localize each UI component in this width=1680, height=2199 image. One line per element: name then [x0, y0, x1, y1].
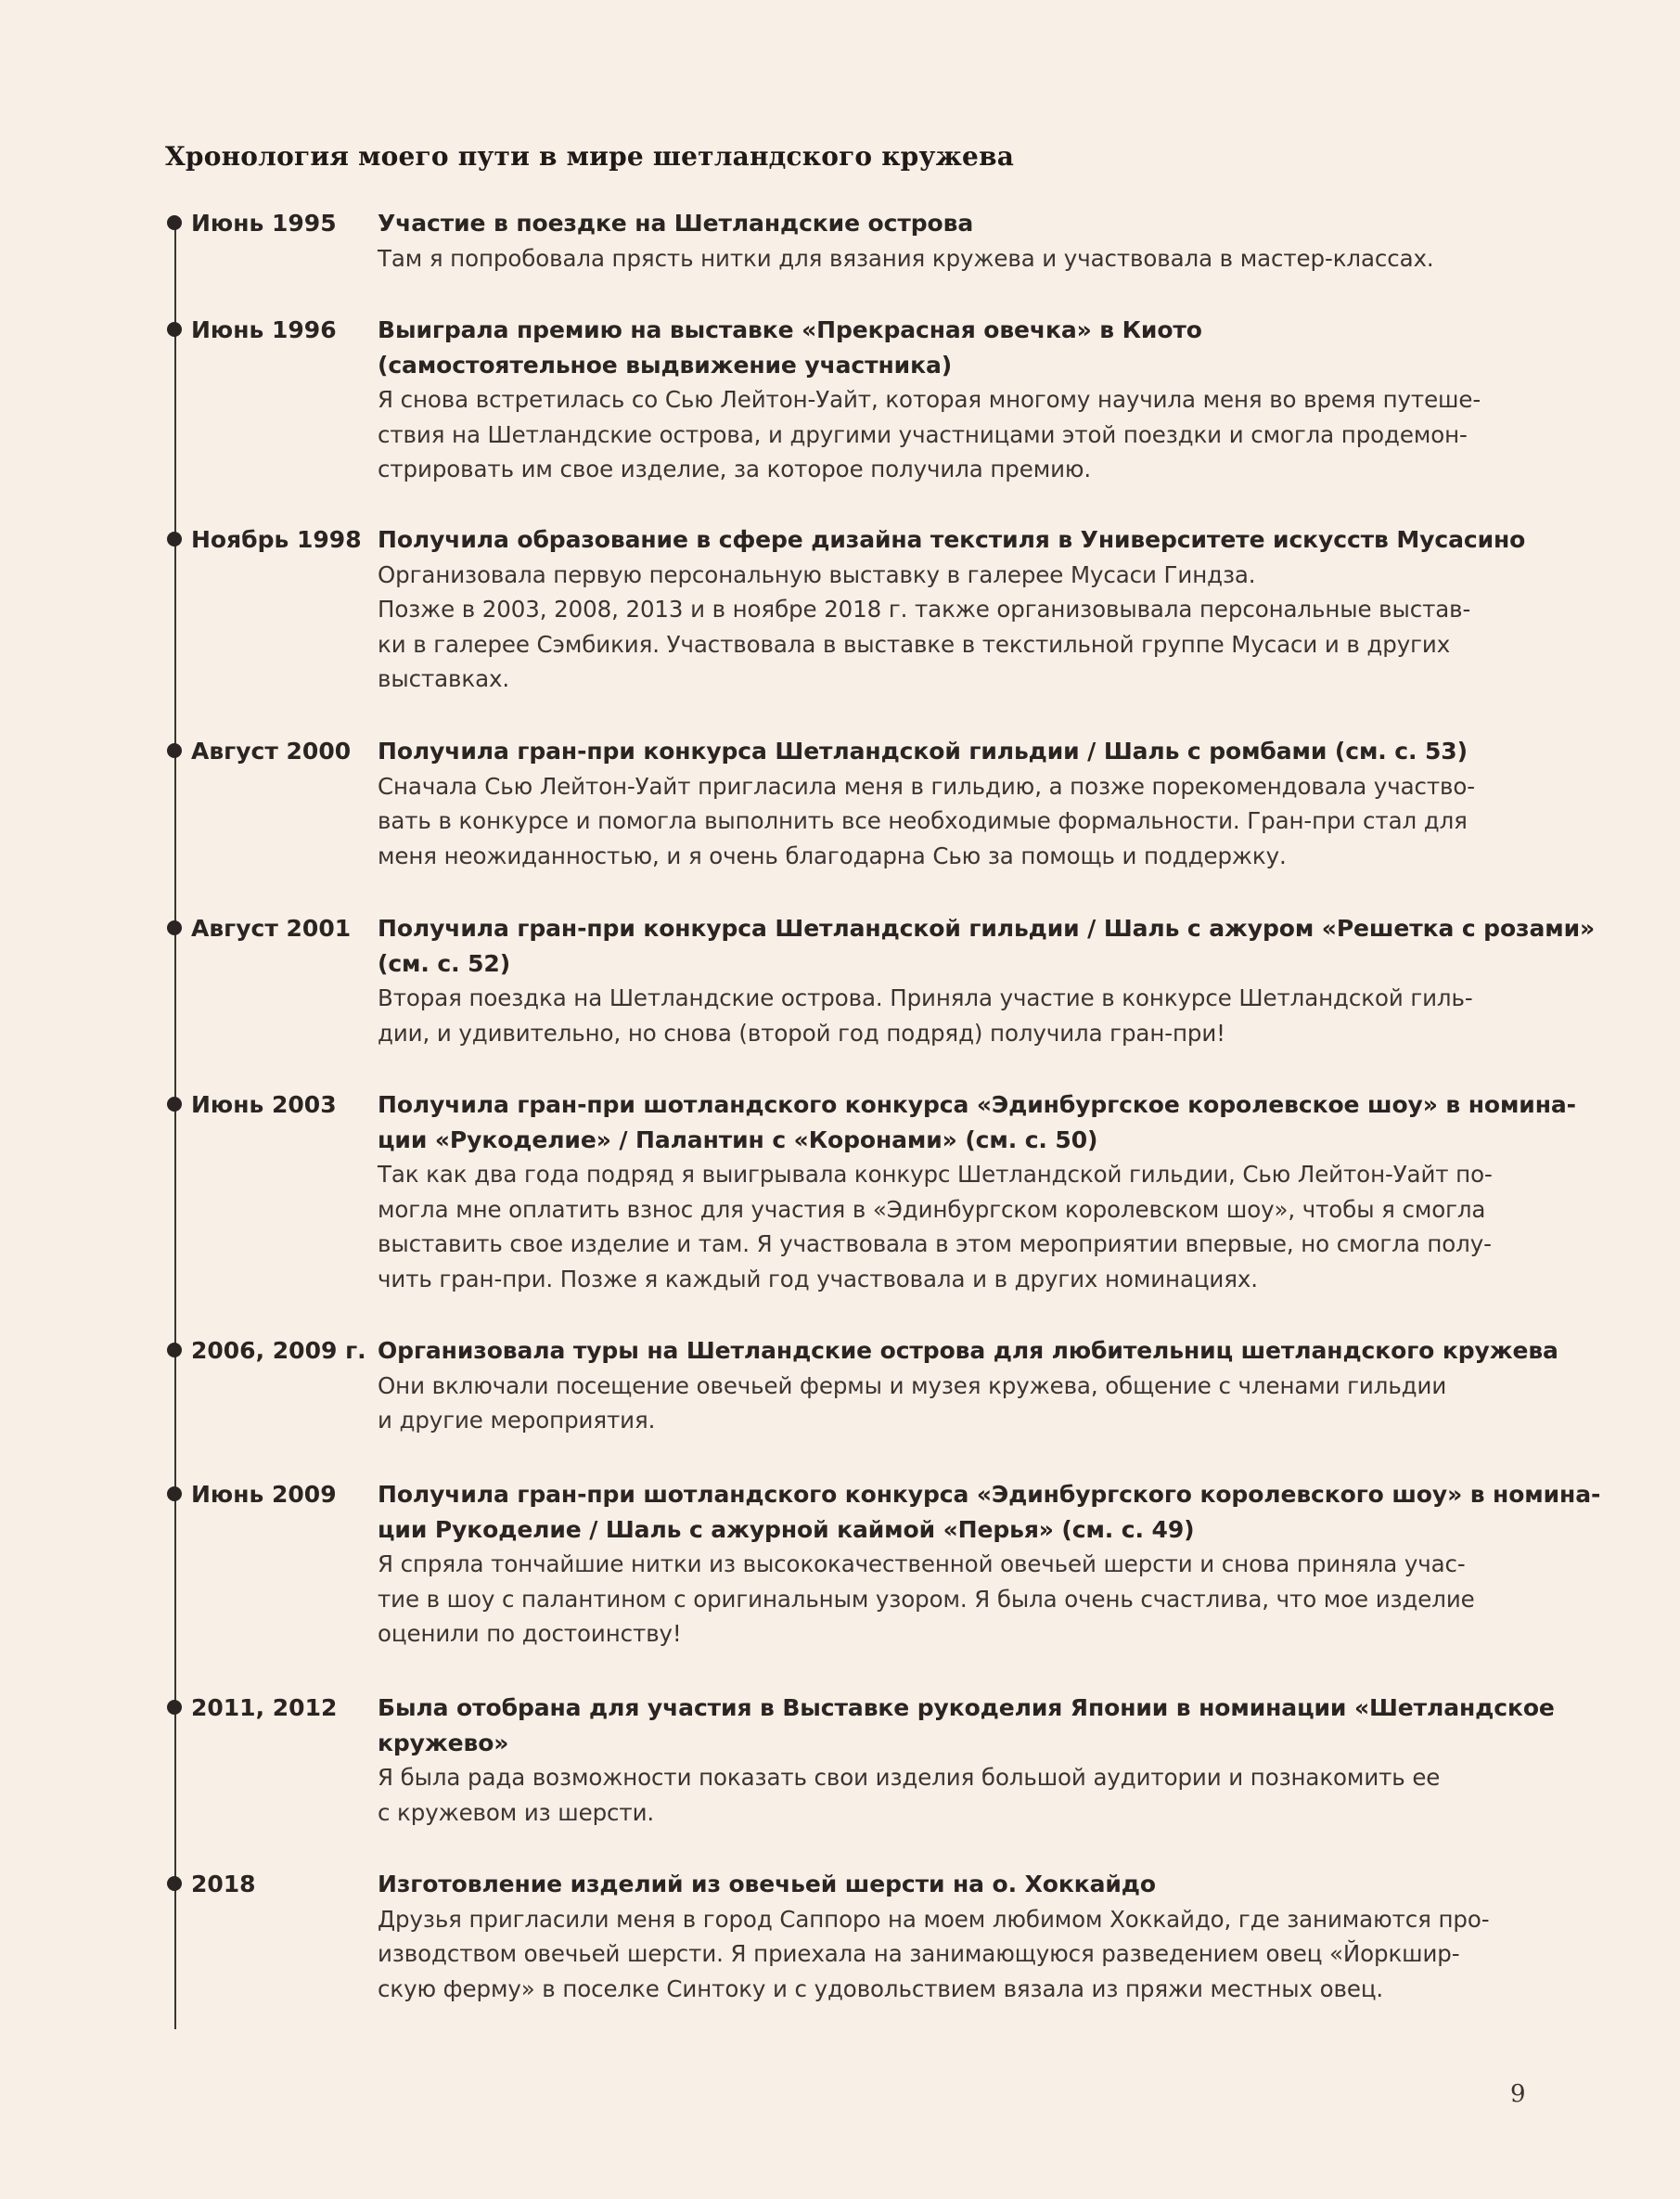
body-line: стрировать им свое изделие, за которое получила премию.	[378, 456, 1092, 482]
entry-date: 2018	[191, 1871, 256, 1897]
body-line: ки в галерее Сэмбикия. Участвовала в выставке в текстильной группе Мусаси и в других	[378, 630, 1451, 658]
entry-content	[378, 206, 1528, 276]
entry-body	[378, 1369, 1528, 1438]
heading-line: Получила гран-при конкурса Шетландской гильдии / Шаль с ромбами (см. с. 53)	[378, 738, 1468, 765]
entry-body	[378, 769, 1528, 874]
body-line: дии, и удивительно, но снова (второй год подряд) получила гран-при!	[378, 1019, 1225, 1047]
entry-date: Ноябрь 1998	[191, 526, 362, 553]
entry-heading	[378, 1087, 1576, 1157]
page-number: 9	[1510, 2080, 1526, 2108]
entry-body	[378, 1157, 1528, 1296]
body-line: изводством овечьей шерсти. Я приехала на занимающуюся разведением овец «Йоркшир-	[378, 1940, 1460, 1967]
entry-content	[378, 911, 1596, 1050]
entry-date: Июнь 1995	[191, 210, 337, 237]
entry-heading	[378, 313, 1528, 382]
heading-line: ции Рукоделие / Шаль с ажурной каймой «Перья» (см. с. 49)	[378, 1515, 1195, 1543]
entry-body	[378, 1547, 1528, 1652]
body-line: чить гран-при. Позже я каждый год участвовала и в других номинациях.	[378, 1265, 1258, 1292]
body-line: Я спряла тончайшие нитки из высококачественной овечьей шерсти и снова приняла учас-	[378, 1550, 1466, 1577]
body-line: меня неожиданностью, и я очень благодарна Сью за помощь и поддержку.	[378, 842, 1287, 869]
body-line: Организовала первую персональную выставку в галерее Мусаси Гиндза.	[378, 560, 1256, 588]
entry-body	[378, 382, 1528, 487]
heading-line: (самостоятельное выдвижение участника)	[378, 351, 953, 379]
body-line: Позже в 2003, 2008, 2013 и в ноябре 2018 г. также организовывала персональные выстав-	[378, 596, 1471, 623]
body-line: могла мне оплатить взнос для участия в «Эдинбургском королевском шоу», чтобы я смогла	[378, 1195, 1486, 1223]
entry-content	[378, 1333, 1558, 1438]
entry-date: Август 2001	[191, 915, 352, 942]
entry-date: Июнь 2009	[191, 1481, 337, 1508]
timeline-dot-icon	[167, 215, 182, 230]
timeline-dot-icon	[167, 1700, 182, 1715]
entry-heading	[378, 1477, 1601, 1547]
body-line: Я снова встретилась со Сью Лейтон-Уайт, которая многому научила меня во время путеше-	[378, 386, 1481, 413]
entry-heading	[378, 206, 1528, 241]
heading-line: Получила гран-при конкурса Шетландской гильдии / Шаль с ажуром «Решетка с розами»	[378, 915, 1596, 942]
body-line: выставить свое изделие и там. Я участвовала в этом мероприятии впервые, но смогла полу-	[378, 1230, 1492, 1257]
body-line: с кружевом из шерсти.	[378, 1798, 655, 1826]
body-line: ствия на Шетландские острова, и другими участницами этой поездки и смогла продемон-	[378, 420, 1468, 448]
body-line: и другие мероприятия.	[378, 1407, 656, 1434]
timeline-dot-icon	[167, 1486, 182, 1501]
heading-line: (см. с. 52)	[378, 949, 511, 977]
entry-heading	[378, 734, 1528, 769]
entry-body	[378, 241, 1528, 276]
entry-body	[378, 558, 1528, 697]
entry-body	[378, 1760, 1528, 1830]
timeline-line	[174, 227, 176, 2029]
entry-body	[378, 1902, 1528, 2007]
entry-date: Август 2000	[191, 738, 352, 765]
heading-line: Получила гран-при шотландского конкурса «Эдинбургское королевское шоу» в номина-	[378, 1091, 1576, 1118]
entry-content	[378, 313, 1528, 487]
page-title: Хронология моего пути в мире шетландского кружева	[165, 141, 1015, 172]
timeline-dot-icon	[167, 532, 182, 547]
entry-date: 2006, 2009 г.	[191, 1337, 366, 1364]
body-line: Так как два года подряд я выигрывала конкурс Шетландской гильдии, Сью Лейтон-Уайт по-	[378, 1161, 1493, 1188]
entry-content	[378, 522, 1528, 697]
heading-line: Получила гран-при шотландского конкурса «Эдинбургского королевского шоу» в номина-	[378, 1481, 1601, 1508]
body-line: Вторая поездка на Шетландские острова. Приняла участие в конкурсе Шетландской гиль-	[378, 984, 1473, 1011]
heading-line: Получила образование в сфере дизайна текстиля в Университете искусств Мусасино	[378, 526, 1526, 553]
entry-heading	[378, 911, 1596, 981]
timeline-dot-icon	[167, 743, 182, 758]
body-line: Сначала Сью Лейтон-Уайт пригласила меня в гильдию, а позже порекомендовала участво-	[378, 772, 1475, 800]
entry-content	[378, 734, 1528, 873]
body-line: тие в шоу с палантином с оригинальным узором. Я была очень счастлива, что мое изделие	[378, 1585, 1475, 1613]
body-line: Они включали посещение овечьей фермы и музея кружева, общение с членами гильдии	[378, 1371, 1447, 1399]
timeline-dot-icon	[167, 322, 182, 337]
entry-content	[378, 1867, 1528, 2006]
body-line: оценили по достоинству!	[378, 1620, 682, 1647]
heading-line: Организовала туры на Шетландские острова для любительниц шетландского кружева	[378, 1337, 1558, 1364]
entry-heading	[378, 1691, 1555, 1760]
entry-content	[378, 1477, 1601, 1652]
heading-line: Изготовление изделий из овечьей шерсти на о. Хоккайдо	[378, 1871, 1156, 1897]
body-line: вать в конкурсе и помогла выполнить все необходимые формальности. Гран-при стал для	[378, 807, 1468, 834]
body-line: Там я попробовала прясть нитки для вязания кружева и участвовала в мастер-классах.	[378, 244, 1434, 272]
entry-content	[378, 1087, 1576, 1296]
body-line: скую ферму» в поселке Синтоку и с удовольствием вязала из пряжи местных овец.	[378, 1974, 1384, 2002]
entry-heading	[378, 522, 1528, 558]
entry-heading	[378, 1333, 1558, 1369]
entry-content	[378, 1691, 1555, 1830]
timeline-dot-icon	[167, 1343, 182, 1357]
body-line: Друзья пригласили меня в город Саппоро на моем любимом Хоккайдо, где занимаются про-	[378, 1905, 1490, 1933]
entry-date: Июнь 2003	[191, 1091, 337, 1118]
entry-body	[378, 981, 1528, 1050]
body-line: выставках.	[378, 665, 510, 692]
entry-date: 2011, 2012	[191, 1694, 338, 1721]
heading-line: кружево»	[378, 1729, 509, 1756]
body-line: Я была рада возможности показать свои изделия большой аудитории и познакомить ее	[378, 1764, 1441, 1791]
heading-line: Была отобрана для участия в Выставке рукоделия Японии в номинации «Шетландское	[378, 1694, 1555, 1721]
entry-date: Июнь 1996	[191, 316, 337, 343]
entry-heading	[378, 1867, 1528, 1902]
timeline-dot-icon	[167, 1876, 182, 1891]
heading-line: Выиграла премию на выставке «Прекрасная овечка» в Киото	[378, 316, 1202, 343]
timeline-dot-icon	[167, 1097, 182, 1112]
timeline-dot-icon	[167, 920, 182, 935]
heading-line: ции «Рукоделие» / Палантин с «Коронами» (см. с. 50)	[378, 1125, 1098, 1153]
heading-line: Участие в поездке на Шетландские острова	[378, 210, 974, 237]
